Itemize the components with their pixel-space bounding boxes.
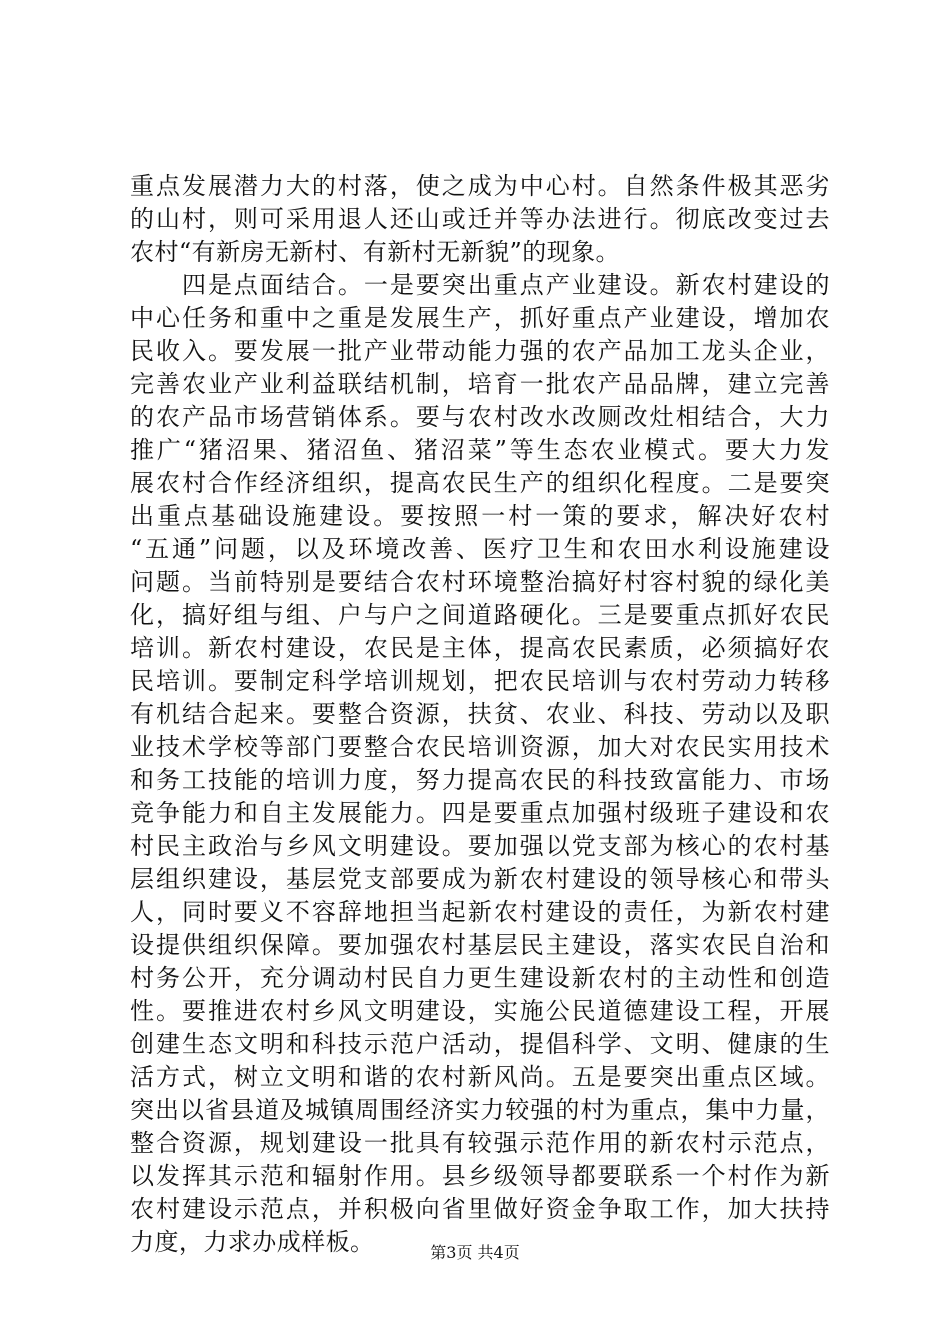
text-line: 创建生态文明和科技示范户活动，提倡科学、文明、健康的生 [130,1030,830,1058]
text-line: 农村“有新房无新村、有新村无新貌”的现象。 [130,238,620,266]
text-line: 化，搞好组与组、户与户之间道路硬化。三是要重点抓好农民 [130,601,830,629]
text-line: 活方式，树立文明和谐的农村新风尚。五是要突出重点区域。 [130,1063,830,1091]
text-line: 设提供组织保障。要加强农村基层民主建设，落实农民自治和 [130,931,830,959]
text-line: 四是点面结合。一是要突出重点产业建设。新农村建设的 [130,271,830,299]
text-line: 的山村，则可采用退人还山或迁并等办法进行。彻底改变过去 [130,205,830,233]
text-line: 的农产品市场营销体系。要与农村改水改厕改灶相结合，大力 [130,403,830,431]
text-line: 突出以省县道及城镇周围经济实力较强的村为重点，集中力量， [130,1096,830,1124]
text-line: 业技术学校等部门要整合农民培训资源，加大对农民实用技术 [130,733,830,761]
text-line: 力度，力求办成样板。 [130,1228,375,1256]
text-line: 有机结合起来。要整合资源，扶贫、农业、科技、劳动以及职 [130,700,830,728]
text-line: 展农村合作经济组织，提高农民生产的组织化程度。二是要突 [130,469,830,497]
text-line: 重点发展潜力大的村落，使之成为中心村。自然条件极其恶劣 [130,172,830,200]
document-body [130,170,830,1259]
text-line: 整合资源，规划建设一批具有较强示范作用的新农村示范点， [130,1129,830,1157]
paragraph-continued [130,170,830,269]
text-line: “五通”问题，以及环境改善、医疗卫生和农田水利设施建设 [130,535,830,563]
text-line: 中心任务和重中之重是发展生产，抓好重点产业建设，增加农 [130,304,830,332]
text-line: 农村建设示范点，并积极向省里做好资金争取工作，加大扶持 [130,1195,830,1223]
text-line: 民收入。要发展一批产业带动能力强的农产品加工龙头企业， [130,337,830,365]
text-line: 民培训。要制定科学培训规划，把农民培训与农村劳动力转移 [130,667,830,695]
text-line: 和务工技能的培训力度，努力提高农民的科技致富能力、市场 [130,766,830,794]
text-line: 出重点基础设施建设。要按照一村一策的要求，解决好农村 [130,502,830,530]
paragraph-four [130,269,830,1259]
text-line: 竞争能力和自主发展能力。四是要重点加强村级班子建设和农 [130,799,830,827]
text-line: 层组织建设，基层党支部要成为新农村建设的领导核心和带头 [130,865,830,893]
page-footer: 第3页 共4页 [430,1243,520,1262]
text-line: 培训。新农村建设，农民是主体，提高农民素质，必须搞好农 [130,634,830,662]
text-line: 问题。当前特别是要结合农村环境整治搞好村容村貌的绿化美 [130,568,830,596]
text-line: 以发挥其示范和辐射作用。县乡级领导都要联系一个村作为新 [130,1162,830,1190]
text-line: 人，同时要义不容辞地担当起新农村建设的责任，为新农村建 [130,898,830,926]
text-line: 推广“猪沼果、猪沼鱼、猪沼菜”等生态农业模式。要大力发 [130,436,830,464]
text-line: 性。要推进农村乡风文明建设，实施公民道德建设工程，开展 [130,997,830,1025]
text-line: 村务公开，充分调动村民自力更生建设新农村的主动性和创造 [130,964,830,992]
text-line: 村民主政治与乡风文明建设。要加强以党支部为核心的农村基 [130,832,830,860]
text-line: 完善农业产业利益联结机制，培育一批农产品品牌，建立完善 [130,370,830,398]
